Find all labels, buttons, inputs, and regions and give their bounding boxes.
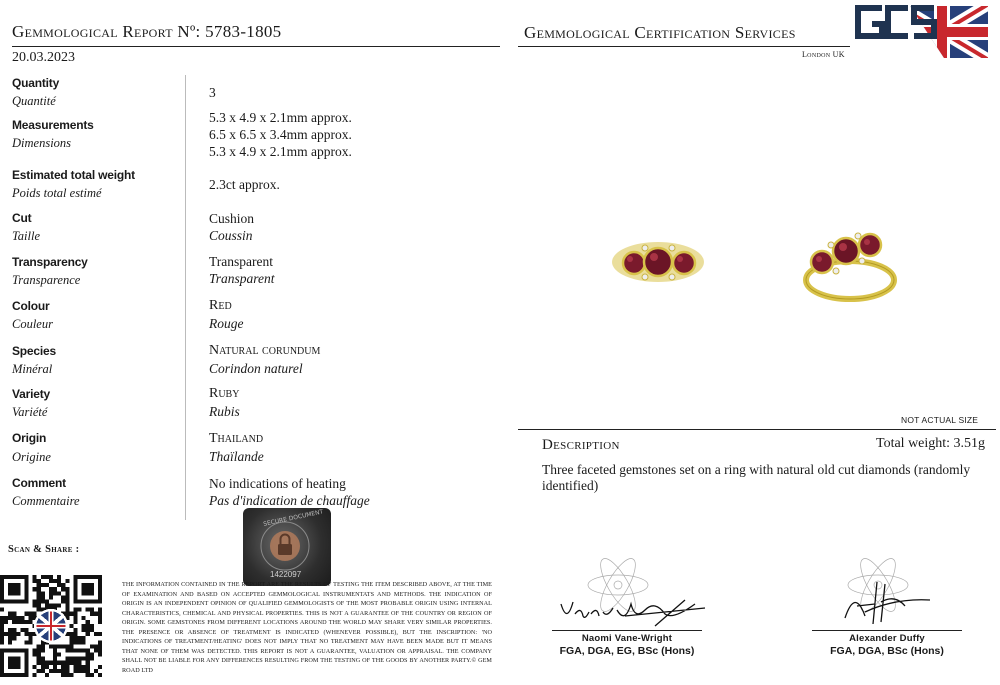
report-date: 20.03.2023 bbox=[12, 50, 75, 65]
field-divider bbox=[185, 75, 186, 520]
description-title: Description bbox=[542, 437, 620, 453]
field-label-fr: Origine bbox=[12, 450, 51, 464]
signatory-name: Naomi Vane-Wright bbox=[581, 633, 673, 644]
company-logo bbox=[852, 2, 992, 62]
field-label-fr: Quantité bbox=[12, 94, 56, 108]
disclaimer-text: THE INFORMATION CONTAINED IN THE REPORT ARE THE RESULTS OF TESTING THE ITEM DESCRIBED ABOVE, AT THE TIME OF EXAMINATION AND BASED ON ACCEPTED GEMMOLOGICAL INSTRUMENTATS AND METHODS. THE INDICATION OF ORIGIN IS AN INDEPENDENT OPINION OF QUALIFIED GEMMOLOGISTS OF THE MOST PROBABLE ORIGIN USING INTERNAL CHARACTERISTICS, CHEMICAL AND PHYSICAL PROPERTIES. THIS IS NOT A GUARANTEE OF THE COUNTRY OR REGION OF ORIGIN. SOME GEMSTONES FROM DIFFERENT LOCATIONS AROUND THE WORLD MAY SHARE VERY SIMILAR PROPERTIES. THE PRESENCE OR ABSENCE OF TREATMENT IS INDICATED (WHENEVER POSSIBLE), BUT THE INSCRIPTION: 'NO INDICATIONS OF TREATMENT/HEATING' DOES NOT IMPLY THAT NO TREATMENT MAY HAVE BEEN MADE BUT IT MEANS THAT NONE OF THEM WAS DETECTED. THIS REPORT IS NOT A GUARANTEE, VALUATION OR APPRAISAL. THE COMPANY SHALL NOT BE LIABLE FOR ANY DIFFERENCES RESULTING FROM THE TESTING OF THE GOODS BY ANOTHER PARTY.© GEM ROAD LTD bbox=[122, 581, 492, 674]
field-label: Species bbox=[12, 344, 56, 358]
field-label-fr: Transparence bbox=[12, 273, 81, 287]
field-label: Variety bbox=[12, 387, 50, 401]
field-label-fr: Poids total estimé bbox=[12, 186, 102, 200]
signature-line bbox=[552, 630, 702, 631]
field-label: Measurements bbox=[12, 118, 94, 132]
qr-code[interactable] bbox=[0, 575, 102, 677]
ring-front-view bbox=[612, 242, 704, 282]
field-label: Origin bbox=[12, 431, 47, 445]
scan-share-label: Scan & Share : bbox=[8, 544, 80, 555]
description-text: Three faceted gemstones set on a ring with natural old cut diamonds (randomly identified) bbox=[542, 462, 971, 493]
field-label: Cut bbox=[12, 211, 32, 225]
field-value: No indications of heating bbox=[209, 476, 346, 491]
field-value: 3 bbox=[209, 85, 216, 100]
field-label: Transparency bbox=[12, 255, 88, 269]
field-value: Natural corundum bbox=[209, 343, 321, 358]
field-label-fr: Commentaire bbox=[12, 494, 80, 508]
field-label-fr: Dimensions bbox=[12, 136, 72, 150]
signature-alexander bbox=[835, 578, 955, 628]
field-value: 2.3ct approx. bbox=[209, 177, 280, 192]
description-rule bbox=[518, 429, 996, 430]
ring-photos bbox=[600, 215, 900, 305]
field-value: Ruby bbox=[209, 386, 240, 401]
field-value: Thailand bbox=[209, 431, 264, 446]
header-rule bbox=[12, 46, 500, 47]
signatory-name: Alexander Duffy bbox=[849, 633, 925, 644]
field-value: Transparent bbox=[209, 254, 273, 269]
field-value-fr: Thaïlande bbox=[209, 449, 264, 464]
company-location: London UK bbox=[802, 50, 845, 59]
field-value-fr: Transparent bbox=[209, 271, 275, 286]
field-label-fr: Minéral bbox=[12, 362, 53, 376]
field-label: Quantity bbox=[12, 76, 60, 90]
field-label-fr: Variété bbox=[12, 405, 48, 419]
field-value-fr: Coussin bbox=[209, 228, 253, 243]
signatory-quals: FGA, DGA, BSc (Hons) bbox=[830, 645, 944, 657]
ring-angled-view bbox=[806, 233, 894, 299]
field-label: Comment bbox=[12, 476, 66, 490]
signatory-quals: FGA, DGA, EG, BSc (Hons) bbox=[559, 645, 695, 657]
signature-line bbox=[812, 630, 962, 631]
report-title: Gemmological Report Nº: 5783-1805 bbox=[12, 22, 282, 41]
field-label: Estimated total weight bbox=[12, 168, 135, 182]
field-label: Colour bbox=[12, 299, 50, 313]
company-rule bbox=[518, 46, 850, 47]
field-value-fr: Corindon naturel bbox=[209, 361, 303, 376]
field-value-fr: Pas d'indication de chauffage bbox=[209, 493, 370, 508]
signature-naomi bbox=[555, 590, 715, 630]
total-weight: Total weight: 3.51g bbox=[876, 436, 986, 451]
field-label-fr: Taille bbox=[12, 229, 41, 243]
field-value: Red bbox=[209, 298, 232, 313]
company-name: Gemmological Certification Services bbox=[524, 23, 796, 42]
not-actual-size-note: NOT ACTUAL SIZE bbox=[901, 415, 979, 425]
field-value-fr: Rubis bbox=[209, 404, 240, 419]
hologram-number: 1422097 bbox=[270, 570, 302, 579]
svg-text:SECURE DOCUMENT: SECURE DOCUMENT bbox=[262, 508, 324, 528]
field-value: Cushion bbox=[209, 211, 255, 226]
field-label-fr: Couleur bbox=[12, 317, 53, 331]
field-value-fr: Rouge bbox=[209, 316, 244, 331]
field-value: 5.3 x 4.9 x 2.1mm approx. 6.5 x 6.5 x 3.4mm approx. 5.3 x 4.9 x 2.1mm approx. bbox=[209, 110, 352, 159]
